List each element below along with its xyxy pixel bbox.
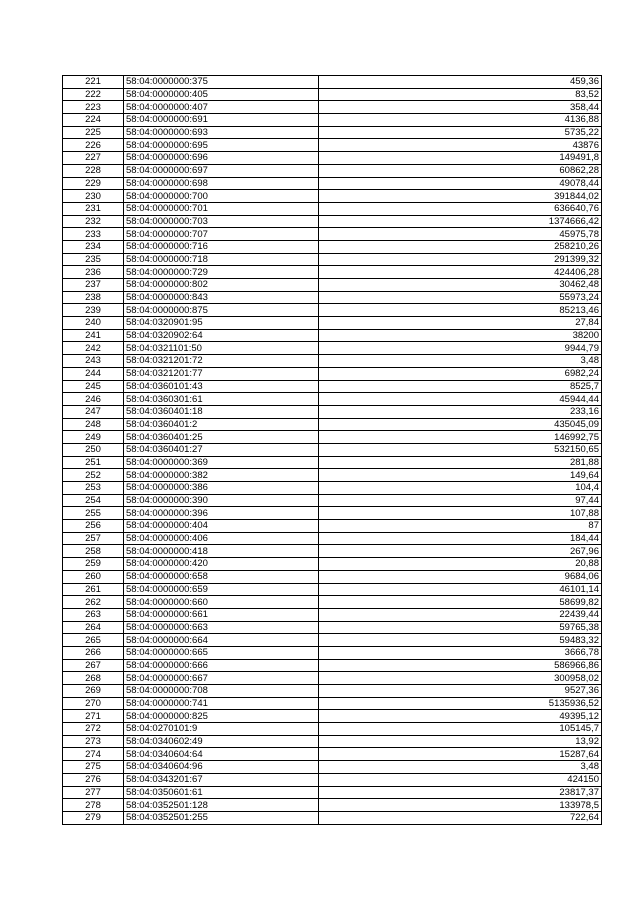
- value-cell: 45975,78: [319, 228, 602, 241]
- value-cell: 15287,64: [319, 748, 602, 761]
- cadastral-number-cell: 58:04:0000000:707: [124, 228, 319, 241]
- table-row: [63, 279, 602, 292]
- row-number-cell: 239: [63, 304, 124, 317]
- value-cell: 267,96: [319, 545, 602, 558]
- row-number-cell: 222: [63, 88, 124, 101]
- value-cell: 532150,65: [319, 443, 602, 456]
- table-row: [63, 253, 602, 266]
- row-number-cell: 241: [63, 329, 124, 342]
- row-number-cell: 260: [63, 570, 124, 583]
- table-row: [63, 685, 602, 698]
- table-row: [63, 228, 602, 241]
- cadastral-number-cell: 58:04:0000000:390: [124, 494, 319, 507]
- row-number-cell: 277: [63, 786, 124, 799]
- row-number-cell: 274: [63, 748, 124, 761]
- row-number-cell: 243: [63, 355, 124, 368]
- table-row: [63, 76, 602, 89]
- cadastral-number-cell: 58:04:0000000:667: [124, 672, 319, 685]
- value-cell: 435045,09: [319, 418, 602, 431]
- value-cell: 6982,24: [319, 367, 602, 380]
- table-row: [63, 608, 602, 621]
- cadastral-number-cell: 58:04:0000000:406: [124, 532, 319, 545]
- cadastral-number-cell: 58:04:0360301:61: [124, 393, 319, 406]
- row-number-cell: 228: [63, 164, 124, 177]
- row-number-cell: 261: [63, 583, 124, 596]
- row-number-cell: 237: [63, 279, 124, 292]
- value-cell: 60862,28: [319, 164, 602, 177]
- row-number-cell: 258: [63, 545, 124, 558]
- table-row: [63, 532, 602, 545]
- cadastral-number-cell: 58:04:0000000:375: [124, 76, 319, 89]
- table-row: [63, 748, 602, 761]
- value-cell: 55973,24: [319, 291, 602, 304]
- row-number-cell: 272: [63, 723, 124, 736]
- cadastral-number-cell: 58:04:0000000:825: [124, 710, 319, 723]
- value-cell: 38200: [319, 329, 602, 342]
- row-number-cell: 252: [63, 469, 124, 482]
- table-row: [63, 139, 602, 152]
- cadastral-number-cell: 58:04:0000000:665: [124, 646, 319, 659]
- table-row: [63, 164, 602, 177]
- row-number-cell: 231: [63, 202, 124, 215]
- table-row: [63, 202, 602, 215]
- table-row: [63, 418, 602, 431]
- value-cell: 459,36: [319, 76, 602, 89]
- row-number-cell: 221: [63, 76, 124, 89]
- row-number-cell: 238: [63, 291, 124, 304]
- cadastral-table: [62, 75, 602, 825]
- cadastral-number-cell: 58:04:0000000:369: [124, 456, 319, 469]
- row-number-cell: 254: [63, 494, 124, 507]
- row-number-cell: 249: [63, 431, 124, 444]
- value-cell: 233,16: [319, 405, 602, 418]
- value-cell: 636640,76: [319, 202, 602, 215]
- value-cell: 43876: [319, 139, 602, 152]
- row-number-cell: 275: [63, 761, 124, 774]
- value-cell: 8525,7: [319, 380, 602, 393]
- cadastral-number-cell: 58:04:0000000:696: [124, 152, 319, 165]
- value-cell: 49078,44: [319, 177, 602, 190]
- row-number-cell: 229: [63, 177, 124, 190]
- row-number-cell: 226: [63, 139, 124, 152]
- cadastral-number-cell: 58:04:0000000:404: [124, 520, 319, 533]
- cadastral-number-cell: 58:04:0000000:718: [124, 253, 319, 266]
- row-number-cell: 246: [63, 393, 124, 406]
- table-row: [63, 126, 602, 139]
- table-row: [63, 114, 602, 127]
- cadastral-number-cell: 58:04:0000000:666: [124, 659, 319, 672]
- cadastral-number-cell: 58:04:0000000:691: [124, 114, 319, 127]
- table-body: [63, 76, 602, 825]
- value-cell: 9527,36: [319, 685, 602, 698]
- cadastral-number-cell: 58:04:0000000:802: [124, 279, 319, 292]
- table-row: [63, 786, 602, 799]
- cadastral-number-cell: 58:04:0350601:61: [124, 786, 319, 799]
- table-row: [63, 152, 602, 165]
- value-cell: 22439,44: [319, 608, 602, 621]
- value-cell: 85213,46: [319, 304, 602, 317]
- cadastral-number-cell: 58:04:0000000:664: [124, 634, 319, 647]
- row-number-cell: 230: [63, 190, 124, 203]
- cadastral-number-cell: 58:04:0320902:64: [124, 329, 319, 342]
- row-number-cell: 268: [63, 672, 124, 685]
- row-number-cell: 242: [63, 342, 124, 355]
- row-number-cell: 253: [63, 482, 124, 495]
- cadastral-number-cell: 58:04:0360401:25: [124, 431, 319, 444]
- table-row: [63, 723, 602, 736]
- table-row: [63, 101, 602, 114]
- value-cell: 27,84: [319, 317, 602, 330]
- table-row: [63, 596, 602, 609]
- cadastral-number-cell: 58:04:0000000:420: [124, 558, 319, 571]
- value-cell: 391844,02: [319, 190, 602, 203]
- cadastral-number-cell: 58:04:0360101:43: [124, 380, 319, 393]
- value-cell: 586966,86: [319, 659, 602, 672]
- table-row: [63, 811, 602, 824]
- cadastral-number-cell: 58:04:0360401:18: [124, 405, 319, 418]
- cadastral-number-cell: 58:04:0000000:661: [124, 608, 319, 621]
- cadastral-number-cell: 58:04:0000000:405: [124, 88, 319, 101]
- row-number-cell: 262: [63, 596, 124, 609]
- table-row: [63, 443, 602, 456]
- row-number-cell: 235: [63, 253, 124, 266]
- cadastral-number-cell: 58:04:0343201:67: [124, 773, 319, 786]
- value-cell: 9944,79: [319, 342, 602, 355]
- table-row: [63, 431, 602, 444]
- value-cell: 9684,06: [319, 570, 602, 583]
- table-row: [63, 545, 602, 558]
- value-cell: 45944,44: [319, 393, 602, 406]
- cadastral-number-cell: 58:04:0340604:96: [124, 761, 319, 774]
- row-number-cell: 278: [63, 799, 124, 812]
- value-cell: 87: [319, 520, 602, 533]
- cadastral-number-cell: 58:04:0000000:703: [124, 215, 319, 228]
- cadastral-number-cell: 58:04:0000000:382: [124, 469, 319, 482]
- value-cell: 281,88: [319, 456, 602, 469]
- value-cell: 5735,22: [319, 126, 602, 139]
- row-number-cell: 269: [63, 685, 124, 698]
- table-row: [63, 291, 602, 304]
- value-cell: 46101,14: [319, 583, 602, 596]
- table-row: [63, 659, 602, 672]
- value-cell: 23817,37: [319, 786, 602, 799]
- cadastral-number-cell: 58:04:0000000:875: [124, 304, 319, 317]
- row-number-cell: 259: [63, 558, 124, 571]
- value-cell: 59483,32: [319, 634, 602, 647]
- row-number-cell: 279: [63, 811, 124, 824]
- value-cell: 291399,32: [319, 253, 602, 266]
- row-number-cell: 223: [63, 101, 124, 114]
- table-row: [63, 342, 602, 355]
- cadastral-number-cell: 58:04:0000000:843: [124, 291, 319, 304]
- table-row: [63, 646, 602, 659]
- row-number-cell: 248: [63, 418, 124, 431]
- row-number-cell: 266: [63, 646, 124, 659]
- value-cell: 184,44: [319, 532, 602, 545]
- row-number-cell: 245: [63, 380, 124, 393]
- value-cell: 133978,5: [319, 799, 602, 812]
- value-cell: 49395,12: [319, 710, 602, 723]
- table-row: [63, 507, 602, 520]
- value-cell: 1374666,42: [319, 215, 602, 228]
- value-cell: 104,4: [319, 482, 602, 495]
- value-cell: 258210,26: [319, 240, 602, 253]
- row-number-cell: 265: [63, 634, 124, 647]
- value-cell: 3666,78: [319, 646, 602, 659]
- cadastral-number-cell: 58:04:0270101:9: [124, 723, 319, 736]
- value-cell: 30462,48: [319, 279, 602, 292]
- row-number-cell: 256: [63, 520, 124, 533]
- cadastral-number-cell: 58:04:0000000:697: [124, 164, 319, 177]
- cadastral-number-cell: 58:04:0000000:418: [124, 545, 319, 558]
- value-cell: 722,64: [319, 811, 602, 824]
- cadastral-number-cell: 58:04:0000000:386: [124, 482, 319, 495]
- value-cell: 146992,75: [319, 431, 602, 444]
- row-number-cell: 251: [63, 456, 124, 469]
- value-cell: 300958,02: [319, 672, 602, 685]
- value-cell: 424406,28: [319, 266, 602, 279]
- value-cell: 149491,8: [319, 152, 602, 165]
- table-row: [63, 355, 602, 368]
- cadastral-number-cell: 58:04:0000000:660: [124, 596, 319, 609]
- cadastral-number-cell: 58:04:0000000:658: [124, 570, 319, 583]
- row-number-cell: 250: [63, 443, 124, 456]
- cadastral-number-cell: 58:04:0340602:49: [124, 735, 319, 748]
- table-row: [63, 304, 602, 317]
- cadastral-number-cell: 58:04:0000000:741: [124, 697, 319, 710]
- cadastral-number-cell: 58:04:0000000:695: [124, 139, 319, 152]
- row-number-cell: 234: [63, 240, 124, 253]
- table-row: [63, 266, 602, 279]
- row-number-cell: 225: [63, 126, 124, 139]
- cadastral-number-cell: 58:04:0000000:663: [124, 621, 319, 634]
- cadastral-number-cell: 58:04:0000000:701: [124, 202, 319, 215]
- value-cell: 105145,7: [319, 723, 602, 736]
- table-row: [63, 672, 602, 685]
- cadastral-number-cell: 58:04:0360401:2: [124, 418, 319, 431]
- table-row: [63, 240, 602, 253]
- row-number-cell: 224: [63, 114, 124, 127]
- cadastral-number-cell: 58:04:0000000:716: [124, 240, 319, 253]
- value-cell: 149,64: [319, 469, 602, 482]
- table-row: [63, 190, 602, 203]
- cadastral-number-cell: 58:04:0000000:729: [124, 266, 319, 279]
- cadastral-number-cell: 58:04:0000000:708: [124, 685, 319, 698]
- table-row: [63, 405, 602, 418]
- table-row: [63, 773, 602, 786]
- value-cell: 358,44: [319, 101, 602, 114]
- row-number-cell: 276: [63, 773, 124, 786]
- cadastral-number-cell: 58:04:0352501:255: [124, 811, 319, 824]
- cadastral-number-cell: 58:04:0000000:693: [124, 126, 319, 139]
- cadastral-number-cell: 58:04:0000000:698: [124, 177, 319, 190]
- table-row: [63, 697, 602, 710]
- cadastral-number-cell: 58:04:0000000:407: [124, 101, 319, 114]
- table-row: [63, 88, 602, 101]
- value-cell: 58699,82: [319, 596, 602, 609]
- table-row: [63, 393, 602, 406]
- row-number-cell: 273: [63, 735, 124, 748]
- table-row: [63, 634, 602, 647]
- cadastral-number-cell: 58:04:0340604:64: [124, 748, 319, 761]
- table-row: [63, 482, 602, 495]
- cadastral-number-cell: 58:04:0320901:95: [124, 317, 319, 330]
- row-number-cell: 270: [63, 697, 124, 710]
- cadastral-number-cell: 58:04:0321201:72: [124, 355, 319, 368]
- cadastral-number-cell: 58:04:0321201:77: [124, 367, 319, 380]
- table-row: [63, 621, 602, 634]
- row-number-cell: 240: [63, 317, 124, 330]
- row-number-cell: 263: [63, 608, 124, 621]
- row-number-cell: 227: [63, 152, 124, 165]
- cadastral-number-cell: 58:04:0000000:700: [124, 190, 319, 203]
- table-row: [63, 570, 602, 583]
- table-row: [63, 520, 602, 533]
- row-number-cell: 232: [63, 215, 124, 228]
- table-row: [63, 317, 602, 330]
- cadastral-number-cell: 58:04:0000000:659: [124, 583, 319, 596]
- value-cell: 13,92: [319, 735, 602, 748]
- value-cell: 424150: [319, 773, 602, 786]
- cadastral-number-cell: 58:04:0321101:50: [124, 342, 319, 355]
- row-number-cell: 271: [63, 710, 124, 723]
- row-number-cell: 244: [63, 367, 124, 380]
- value-cell: 97,44: [319, 494, 602, 507]
- table-row: [63, 583, 602, 596]
- table-row: [63, 215, 602, 228]
- row-number-cell: 264: [63, 621, 124, 634]
- value-cell: 4136,88: [319, 114, 602, 127]
- table-row: [63, 456, 602, 469]
- table-row: [63, 799, 602, 812]
- cadastral-number-cell: 58:04:0352501:128: [124, 799, 319, 812]
- table-row: [63, 494, 602, 507]
- value-cell: 3,48: [319, 355, 602, 368]
- table-row: [63, 735, 602, 748]
- cadastral-number-cell: 58:04:0000000:396: [124, 507, 319, 520]
- value-cell: 83,52: [319, 88, 602, 101]
- row-number-cell: 233: [63, 228, 124, 241]
- table-row: [63, 710, 602, 723]
- table-row: [63, 558, 602, 571]
- value-cell: 3,48: [319, 761, 602, 774]
- table-row: [63, 469, 602, 482]
- row-number-cell: 247: [63, 405, 124, 418]
- row-number-cell: 255: [63, 507, 124, 520]
- value-cell: 20,88: [319, 558, 602, 571]
- table-row: [63, 177, 602, 190]
- value-cell: 59765,38: [319, 621, 602, 634]
- table-row: [63, 380, 602, 393]
- table-row: [63, 329, 602, 342]
- table-row: [63, 761, 602, 774]
- table-row: [63, 367, 602, 380]
- row-number-cell: 236: [63, 266, 124, 279]
- row-number-cell: 267: [63, 659, 124, 672]
- cadastral-number-cell: 58:04:0360401:27: [124, 443, 319, 456]
- row-number-cell: 257: [63, 532, 124, 545]
- value-cell: 5135936,52: [319, 697, 602, 710]
- value-cell: 107,88: [319, 507, 602, 520]
